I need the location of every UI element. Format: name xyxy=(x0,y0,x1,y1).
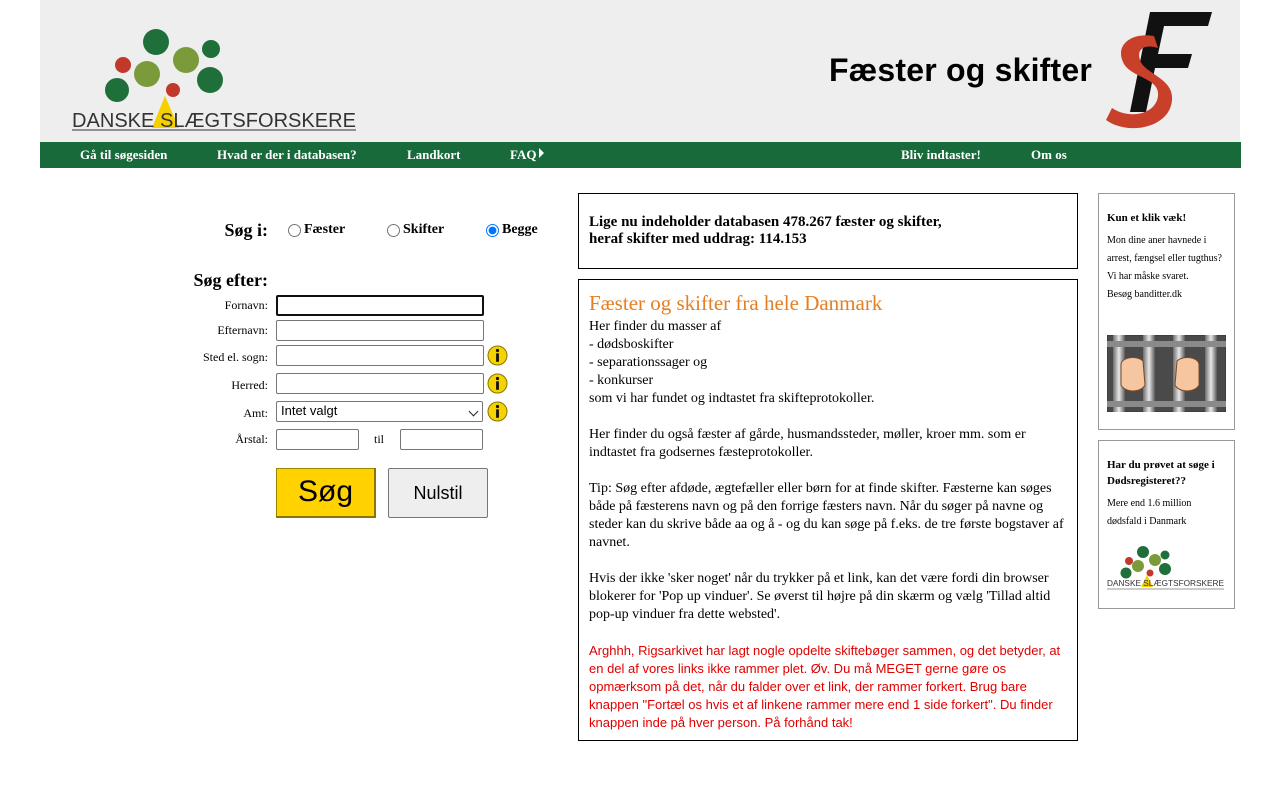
database-count-box xyxy=(578,193,1078,269)
popup-note: Hvis der ikke 'sker noget' når du trykker på et link, kan det være fordi din browser blokerer for 'Pop up vinduer'. Se øverst til højre på din skærm og vælg 'Tillad altid pop-up vinduer fra dette websted'. xyxy=(589,571,1051,622)
year-to-input[interactable] xyxy=(400,429,483,450)
fornavn-label: Fornavn: xyxy=(224,298,268,312)
nav-item-become-typist[interactable]: Bliv indtaster! xyxy=(901,147,981,162)
radio-faester-label: Fæster xyxy=(304,222,346,237)
efternavn-label: Efternavn: xyxy=(217,323,268,337)
banditter-title: Kun et klik væk! xyxy=(1107,212,1187,224)
site-header xyxy=(40,0,1240,142)
radio-faester-input[interactable] xyxy=(288,224,301,237)
prison-bars-image[interactable] xyxy=(1107,335,1226,412)
banditter-link[interactable]: Besøg banditter.dk xyxy=(1107,289,1182,300)
main-nav xyxy=(40,142,1241,168)
amt-select[interactable] xyxy=(276,401,483,422)
radio-faester[interactable] xyxy=(288,222,345,238)
amt-label: Amt: xyxy=(243,406,268,420)
site-title: Fæster og skifter xyxy=(829,52,1093,88)
reset-button[interactable]: Nulstil xyxy=(388,468,488,518)
intro-bullet: - separationssager og xyxy=(589,355,708,370)
intro-text: Her finder du masser af xyxy=(589,319,722,334)
fs-logo[interactable] xyxy=(1100,8,1220,132)
sted-input[interactable] xyxy=(276,345,484,366)
caret-right-icon xyxy=(539,148,544,158)
search-button[interactable]: Søg xyxy=(276,468,376,518)
search-for-label: Søg efter: xyxy=(193,270,268,290)
info-icon[interactable] xyxy=(487,401,508,422)
radio-begge-input[interactable] xyxy=(486,224,499,237)
search-tip: Tip: Søg efter afdøde, ægtefæller eller børn for at finde skifter. Fæsterne kan søges både på fæsterens navn og på den forrige fæsters navn. Når du søger på navne og steder kan du skrive både aa og å - og du kan søge på f.eks. de tre første bogstaver af navnet. xyxy=(589,481,1064,550)
aarstal-label: Årstal: xyxy=(235,432,268,446)
banditter-line: Vi har måske svaret. xyxy=(1107,271,1189,282)
herred-input[interactable] xyxy=(276,373,484,394)
banditter-text xyxy=(1107,232,1226,304)
danske-slaegtsforskere-logo[interactable] xyxy=(70,28,360,132)
herred-label: Herred: xyxy=(231,378,268,392)
intro-bullet: - konkurser xyxy=(589,373,654,388)
logo-wordmark: DANSKE SLÆGTSFORSKERE xyxy=(72,110,357,132)
radio-skifter[interactable] xyxy=(387,222,444,238)
chevron-down-icon xyxy=(469,407,479,417)
fornavn-input[interactable] xyxy=(276,295,484,316)
intro-paragraph-2: Her finder du også fæster af gårde, husmandssteder, møller, kroer mm. som er indtastet fra godsernes fæsteprotokoller. xyxy=(589,427,1026,460)
banditter-ad[interactable] xyxy=(1098,193,1235,430)
warning-note: Arghhh, Rigsarkivet har lagt nogle opdelte skiftebøger sammen, og det betyder, at en del af vores links ikke rammer plet. Øv. Du må MEGET gerne gøre os opmærksom på det, når du falder over et link, der rammer forkert. Brug bare knappen "Fortæl os hvis et af linkene rammer mere end 1 side forkert". Du finder knappen inde på hver person. På forhånd tak! xyxy=(589,643,1061,730)
radio-skifter-input[interactable] xyxy=(387,224,400,237)
intro-bullet: - dødsboskifter xyxy=(589,337,674,352)
intro-after-bullets: som vi har fundet og indtastet fra skifteprotokoller. xyxy=(589,391,875,406)
sted-label: Sted el. sogn: xyxy=(203,350,268,364)
banditter-line: Mon dine aner havnede i arrest, fængsel eller tugthus? xyxy=(1107,235,1222,264)
nav-item-faq-label: FAQ xyxy=(510,147,537,162)
search-in-label: Søg i: xyxy=(224,220,268,240)
nav-item-faq[interactable] xyxy=(510,147,544,163)
nav-item-database[interactable]: Hvad er der i databasen? xyxy=(217,147,357,162)
doedsregister-title: Har du prøvet at søge i Dødsregisteret?? xyxy=(1107,459,1215,487)
intro-box xyxy=(578,279,1078,741)
mini-logo-wordmark: DANSKE SLÆGTSFORSKERE xyxy=(1107,579,1224,588)
intro-title: Fæster og skifter fra hele Danmark xyxy=(589,291,883,315)
radio-skifter-label: Skifter xyxy=(403,222,445,237)
efternavn-input[interactable] xyxy=(276,320,484,341)
info-icon[interactable] xyxy=(487,345,508,366)
radio-begge-label: Begge xyxy=(502,222,538,237)
nav-item-map[interactable]: Landkort xyxy=(407,147,461,162)
nav-item-about[interactable]: Om os xyxy=(1031,147,1067,162)
radio-begge[interactable] xyxy=(486,222,538,238)
doedsregister-ad[interactable] xyxy=(1098,440,1235,609)
nav-item-search[interactable]: Gå til søgesiden xyxy=(80,147,168,162)
year-from-input[interactable] xyxy=(276,429,359,450)
info-icon[interactable] xyxy=(487,373,508,394)
count-line-2: heraf skifter med uddrag: 114.153 xyxy=(589,231,807,247)
count-line-1: Lige nu indeholder databasen 478.267 fæster og skifter, xyxy=(589,214,942,230)
amt-select-value: Intet valgt xyxy=(281,403,338,418)
til-label: til xyxy=(374,432,385,446)
danske-slaegtsforskere-logo[interactable] xyxy=(1107,545,1225,591)
doedsregister-text: Mere end 1.6 million dødsfald i Danmark xyxy=(1107,498,1192,527)
